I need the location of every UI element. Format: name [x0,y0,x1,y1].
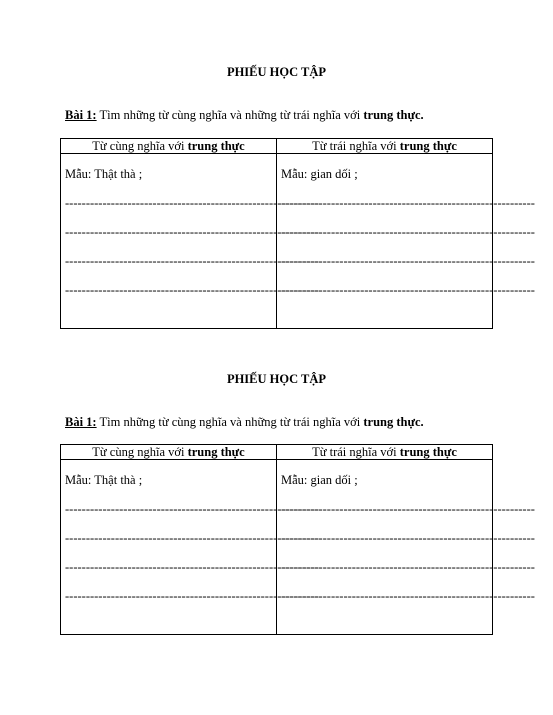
exercise-label: Bài 1: [65,415,97,429]
synonym-example: Mẫu: Thật thà ; [65,473,143,487]
exercise-text: Tìm những từ cùng nghĩa và những từ trái nghĩa với [96,108,364,122]
answer-line[interactable]: ------------------------------------------------------------- [281,196,535,210]
exercise-instruction [65,415,424,430]
exercise-keyword: trung thực. [363,108,424,122]
answer-line[interactable]: ------------------------------------------------------------- [65,254,319,268]
header-text: Từ cùng nghĩa với [92,139,188,153]
header-keyword: trung thực [187,139,245,153]
answer-line[interactable]: ------------------------------------------------------------- [65,283,319,297]
answer-line[interactable]: ------------------------------------------------------------- [65,560,319,574]
antonym-answer-cell[interactable] [277,154,535,329]
synonym-example: Mẫu: Thật thà ; [65,167,143,181]
synonym-column-header [61,445,277,460]
exercise-keyword: trung thực. [363,415,424,429]
answer-line[interactable]: ------------------------------------------------------------- [281,531,535,545]
answer-line[interactable]: ------------------------------------------------------------- [281,560,535,574]
answer-line[interactable]: ------------------------------------------------------------- [281,283,535,297]
worksheet-table [60,444,535,635]
synonym-answer-cell[interactable] [61,154,319,329]
header-keyword: trung thực [399,139,457,153]
exercise-instruction [65,108,424,123]
antonym-column-header [277,139,493,154]
header-keyword: trung thực [187,445,245,459]
worksheet-table [60,138,535,329]
synonym-answer-cell[interactable] [61,460,319,635]
antonym-column-header [277,445,493,460]
answer-line[interactable]: ------------------------------------------------------------- [65,589,319,603]
answer-line[interactable]: ------------------------------------------------------------- [281,502,535,516]
answer-line[interactable]: ------------------------------------------------------------- [281,254,535,268]
header-text: Từ cùng nghĩa với [92,445,188,459]
exercise-text: Tìm những từ cùng nghĩa và những từ trái nghĩa với [96,415,364,429]
answer-line[interactable]: ------------------------------------------------------------- [65,225,319,239]
answer-line[interactable]: ------------------------------------------------------------- [281,589,535,603]
antonym-example: Mẫu: gian dối ; [281,167,358,181]
answer-line[interactable]: ------------------------------------------------------------- [65,196,319,210]
answer-line[interactable]: ------------------------------------------------------------- [65,531,319,545]
antonym-example: Mẫu: gian dối ; [281,473,358,487]
header-text: Từ trái nghĩa với [312,445,400,459]
header-keyword: trung thực [399,445,457,459]
worksheet-title: PHIẾU HỌC TẬP [226,65,327,79]
antonym-answer-cell[interactable] [277,460,535,635]
synonym-column-header [61,139,277,154]
header-text: Từ trái nghĩa với [312,139,400,153]
exercise-label: Bài 1: [65,108,97,122]
worksheet-title: PHIẾU HỌC TẬP [226,372,327,386]
answer-line[interactable]: ------------------------------------------------------------- [65,502,319,516]
answer-line[interactable]: ------------------------------------------------------------- [281,225,535,239]
